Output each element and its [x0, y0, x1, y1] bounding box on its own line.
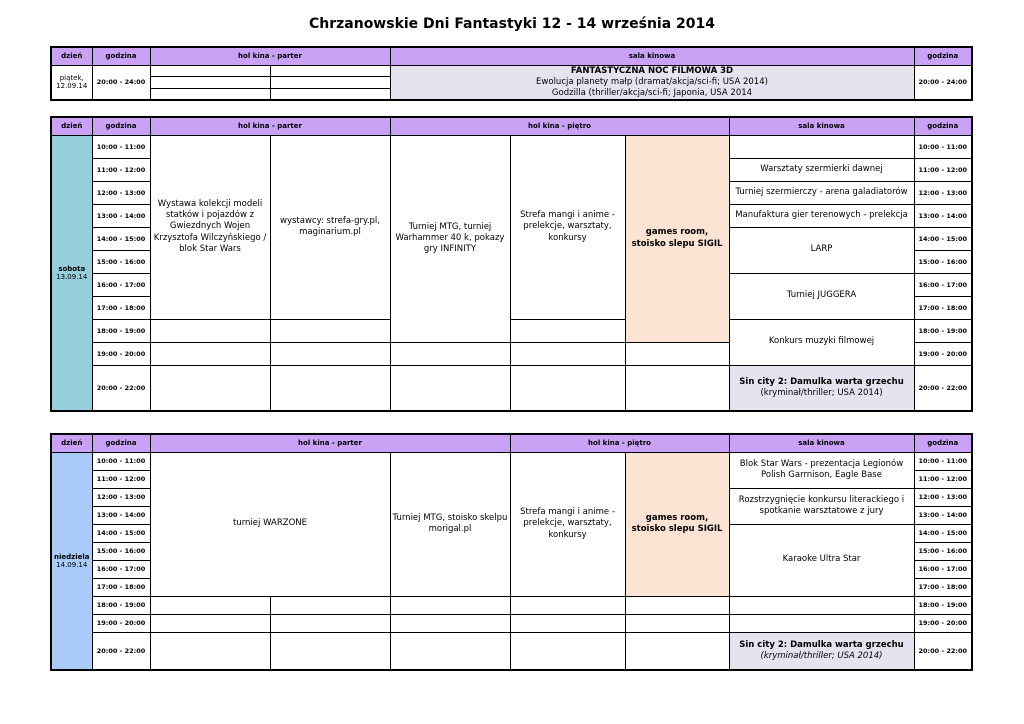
time-cell-right: 11:00 - 12:00 — [914, 158, 972, 181]
film-cell — [729, 365, 914, 411]
film-night-cell — [390, 65, 914, 100]
header-hour: godzina — [92, 117, 150, 135]
empty-cell — [270, 342, 390, 365]
mtg-tournament-cell: Turniej MTG, turniej Warhammer 40 k, pokazy gry INFINITY — [390, 135, 510, 342]
time-cell: 16:00 - 17:00 — [92, 560, 150, 578]
empty-cell — [729, 135, 914, 158]
empty-cell — [510, 632, 625, 670]
empty-cell — [270, 614, 390, 632]
time-cell: 13:00 - 14:00 — [92, 204, 150, 227]
time-cell-right: 16:00 - 17:00 — [914, 560, 972, 578]
empty-cell — [510, 614, 625, 632]
day-name: niedziela — [54, 552, 90, 561]
header-hour-right: godzina — [914, 47, 972, 65]
film-title: Sin city 2: Damulka warta grzechu — [739, 639, 904, 650]
header-day: dzień — [51, 117, 92, 135]
time-cell: 17:00 - 18:00 — [92, 296, 150, 319]
manga-zone-cell: Strefa mangi i anime - prelekcje, warsztaty, konkursy — [510, 135, 625, 319]
day-cell-sunday — [51, 452, 92, 670]
sunday-schedule-table — [50, 433, 973, 671]
time-cell: 15:00 - 16:00 — [92, 250, 150, 273]
empty-cell — [510, 319, 625, 342]
time-cell-right: 20:00 - 22:00 — [914, 632, 972, 670]
film-cell — [729, 632, 914, 670]
time-cell-right: 19:00 - 20:00 — [914, 342, 972, 365]
page-title: Chrzanowskie Dni Fantastyki 12 - 14 września 2014 — [308, 16, 716, 32]
empty-cell — [270, 77, 390, 89]
empty-cell — [625, 596, 729, 614]
time-cell-right: 11:00 - 12:00 — [914, 470, 972, 488]
time-cell: 10:00 - 11:00 — [92, 135, 150, 158]
header-hol-parter: hol kina - parter — [150, 47, 390, 65]
film-subtitle: (kryminał/thriller; USA 2014) — [760, 387, 883, 398]
time-cell: 18:00 - 19:00 — [92, 596, 150, 614]
games-room-cell: games room, stoisko slepu SIGIL — [625, 452, 729, 596]
time-cell-right: 20:00 - 22:00 — [914, 365, 972, 411]
empty-cell — [625, 614, 729, 632]
time-cell-right: 19:00 - 20:00 — [914, 614, 972, 632]
time-cell-right: 15:00 - 16:00 — [914, 542, 972, 560]
time-cell-right: 17:00 - 18:00 — [914, 296, 972, 319]
time-cell-right: 14:00 - 15:00 — [914, 227, 972, 250]
time-cell: 13:00 - 14:00 — [92, 506, 150, 524]
empty-cell — [625, 365, 729, 411]
empty-cell — [510, 342, 625, 365]
sala-event-cell: Turniej szermierczy - arena galadiatorów — [729, 181, 914, 204]
games-room-cell: games room, stoisko slepu SIGIL — [625, 135, 729, 342]
sala-event-cell: LARP — [729, 227, 914, 273]
empty-cell — [390, 614, 510, 632]
film-night-line-2: Godzilla (thriller/akcja/sci-fi; Japonia, USA 2014 — [551, 87, 753, 98]
empty-cell — [150, 319, 270, 342]
time-cell-right: 10:00 - 11:00 — [914, 135, 972, 158]
time-cell: 12:00 - 13:00 — [92, 488, 150, 506]
time-cell: 20:00 - 22:00 — [92, 365, 150, 411]
empty-cell — [150, 342, 270, 365]
empty-cell — [510, 596, 625, 614]
empty-cell — [510, 365, 625, 411]
sala-event-cell: Manufaktura gier terenowych - prelekcja — [729, 204, 914, 227]
empty-cell — [390, 342, 510, 365]
film-title: Sin city 2: Damulka warta grzechu — [739, 376, 904, 387]
empty-cell — [625, 632, 729, 670]
sala-event-cell: Rozstrzygnięcie konkursu literackiego i spotkanie warsztatowe z jury — [729, 488, 914, 524]
time-cell-right: 18:00 - 19:00 — [914, 319, 972, 342]
day-date: 14.09.14 — [56, 560, 88, 569]
time-cell-right: 13:00 - 14:00 — [914, 506, 972, 524]
header-day: dzień — [51, 434, 92, 452]
time-cell-right: 12:00 - 13:00 — [914, 181, 972, 204]
film-night-line-1: Ewolucja planety małp (dramat/akcja/sci-fi; USA 2014) — [536, 76, 768, 87]
header-hol-pietro: hol kina - piętro — [390, 117, 729, 135]
time-cell-right: 13:00 - 14:00 — [914, 204, 972, 227]
empty-cell — [270, 319, 390, 342]
star-wars-exhibition-cell: Wystawa kolekcji modeli statków i pojazdów z Gwiezdnych Wojen Krzysztofa Wilczyńskiego / blok Star Wars — [150, 135, 270, 319]
day-date: 12.09.14 — [56, 82, 88, 91]
empty-cell — [150, 614, 270, 632]
time-cell: 20:00 - 24:00 — [92, 65, 150, 100]
header-hour: godzina — [92, 434, 150, 452]
empty-cell — [390, 632, 510, 670]
saturday-schedule-table — [50, 116, 973, 412]
empty-cell — [390, 365, 510, 411]
day-cell-saturday — [51, 135, 92, 411]
empty-cell — [150, 77, 270, 89]
film-night-title: FANTASTYCZNA NOC FILMOWA 3D — [570, 65, 734, 76]
time-cell-right: 14:00 - 15:00 — [914, 524, 972, 542]
header-sala-kinowa: sala kinowa — [729, 434, 914, 452]
empty-cell — [270, 365, 390, 411]
time-cell-right: 17:00 - 18:00 — [914, 578, 972, 596]
time-cell-right: 20:00 - 24:00 — [914, 65, 972, 100]
warzone-cell: turniej WARZONE — [150, 452, 390, 596]
time-cell: 12:00 - 13:00 — [92, 181, 150, 204]
empty-cell — [270, 596, 390, 614]
empty-cell — [150, 632, 270, 670]
sala-event-cell: Turniej JUGGERA — [729, 273, 914, 319]
time-cell: 19:00 - 20:00 — [92, 342, 150, 365]
time-cell: 10:00 - 11:00 — [92, 452, 150, 470]
time-cell: 14:00 - 15:00 — [92, 227, 150, 250]
time-cell: 18:00 - 19:00 — [92, 319, 150, 342]
header-hol-parter: hol kina - parter — [150, 117, 390, 135]
friday-schedule-table — [50, 46, 973, 101]
time-cell: 17:00 - 18:00 — [92, 578, 150, 596]
vendors-cell: wystawcy: strefa-gry.pl, maginarium.pl — [270, 135, 390, 319]
header-hol-pietro: hol kina - piętro — [510, 434, 729, 452]
empty-cell — [729, 614, 914, 632]
film-subtitle: (kryminał/thriller; USA 2014) — [760, 650, 883, 661]
header-hour: godzina — [92, 47, 150, 65]
day-date: 13.09.14 — [56, 272, 88, 281]
time-cell: 15:00 - 16:00 — [92, 542, 150, 560]
empty-cell — [150, 596, 270, 614]
time-cell-right: 16:00 - 17:00 — [914, 273, 972, 296]
header-hour-right: godzina — [914, 434, 972, 452]
sala-event-cell: Konkurs muzyki filmowej — [729, 319, 914, 365]
header-hour-right: godzina — [914, 117, 972, 135]
day-name: sobota — [58, 264, 86, 273]
time-cell-right: 18:00 - 19:00 — [914, 596, 972, 614]
empty-cell — [270, 88, 390, 100]
empty-cell — [270, 632, 390, 670]
time-cell: 19:00 - 20:00 — [92, 614, 150, 632]
empty-cell — [150, 88, 270, 100]
mtg-cell: Turniej MTG, stoisko skelpu morigal.pl — [390, 452, 510, 596]
manga-zone-cell: Strefa mangi i anime - prelekcje, warsztaty, konkursy — [510, 452, 625, 596]
sala-event-cell: Warsztaty szermierki dawnej — [729, 158, 914, 181]
time-cell-right: 10:00 - 11:00 — [914, 452, 972, 470]
sala-event-cell: Karaoke Ultra Star — [729, 524, 914, 596]
empty-cell — [270, 65, 390, 77]
header-sala-kinowa: sala kinowa — [729, 117, 914, 135]
empty-cell — [150, 365, 270, 411]
time-cell: 16:00 - 17:00 — [92, 273, 150, 296]
time-cell: 14:00 - 15:00 — [92, 524, 150, 542]
header-day: dzień — [51, 47, 92, 65]
time-cell-right: 15:00 - 16:00 — [914, 250, 972, 273]
empty-cell — [390, 596, 510, 614]
empty-cell — [625, 342, 729, 365]
sala-event-cell: Blok Star Wars - prezentacja Legionów Polish Garrnison, Eagle Base — [729, 452, 914, 488]
header-sala-kinowa: sala kinowa — [390, 47, 914, 65]
time-cell: 20:00 - 22:00 — [92, 632, 150, 670]
time-cell: 11:00 - 12:00 — [92, 470, 150, 488]
time-cell-right: 12:00 - 13:00 — [914, 488, 972, 506]
header-hol-parter: hol kina - parter — [150, 434, 510, 452]
day-name: piątek, — [59, 74, 84, 83]
empty-cell — [729, 596, 914, 614]
day-cell-friday — [51, 65, 92, 100]
empty-cell — [150, 65, 270, 77]
time-cell: 11:00 - 12:00 — [92, 158, 150, 181]
